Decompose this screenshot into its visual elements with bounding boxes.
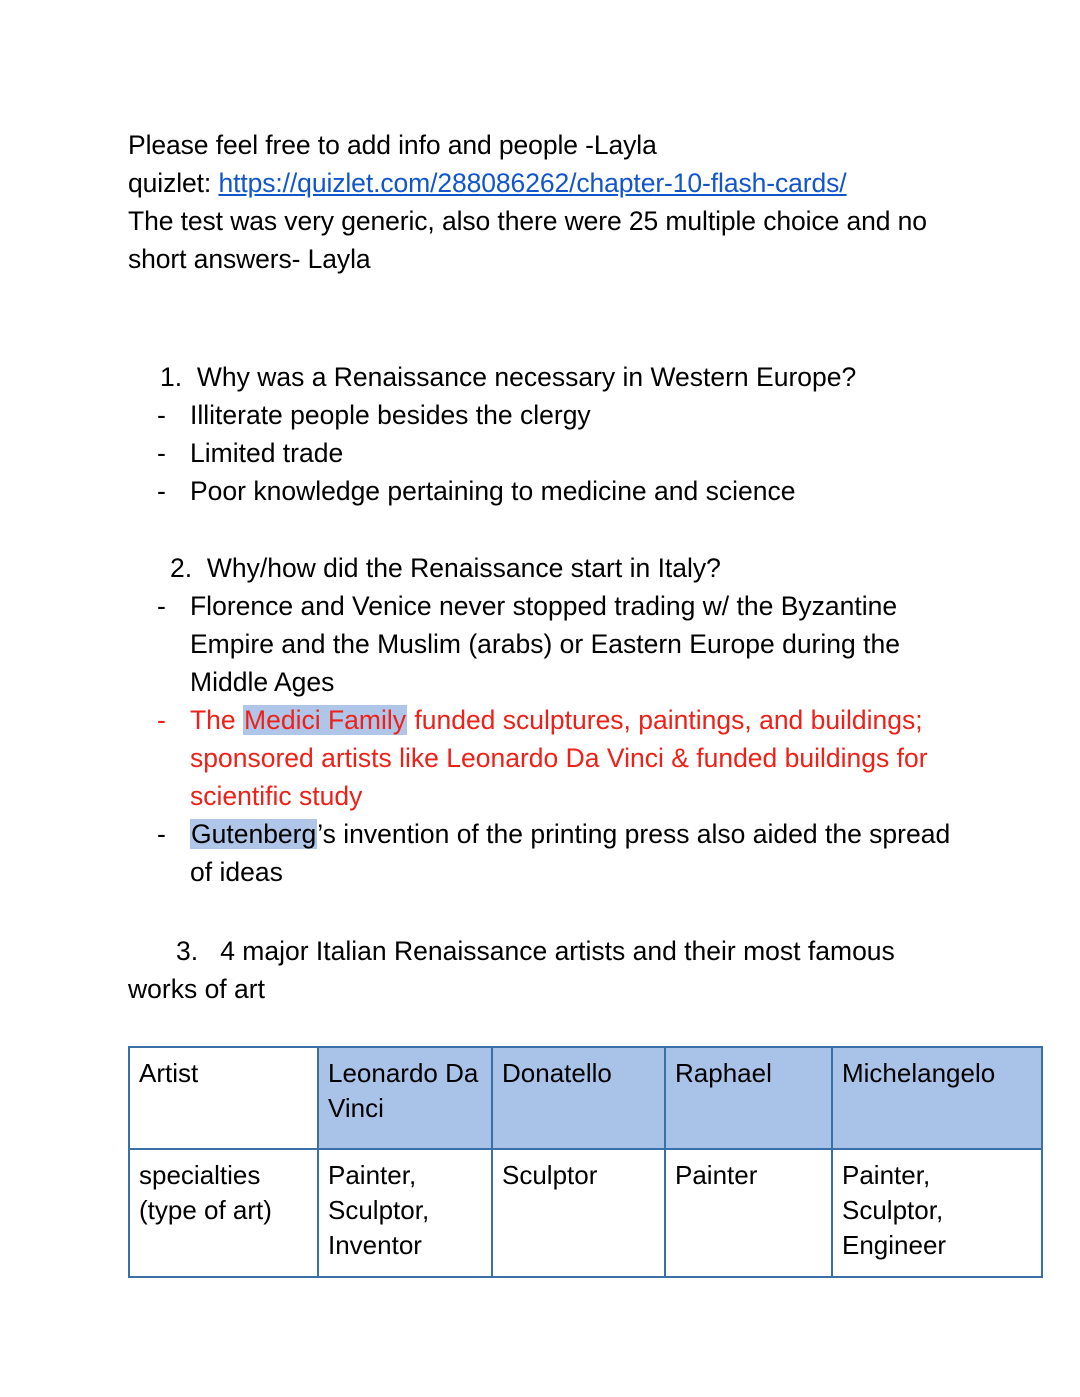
question-1-heading bbox=[128, 358, 968, 396]
table-header-cell-raphael: Raphael bbox=[665, 1047, 832, 1149]
gutenberg-highlight: Gutenberg bbox=[191, 819, 317, 849]
table-row bbox=[129, 1149, 1042, 1277]
q1-bullet-1 bbox=[128, 396, 968, 434]
intro-line-1: Please feel free to add info and people -Layla bbox=[128, 130, 657, 160]
table-header-artist-label: Artist bbox=[129, 1047, 318, 1149]
q2-bullet-2-before: The bbox=[190, 705, 244, 735]
question-group-1 bbox=[128, 358, 968, 510]
dash-marker: - bbox=[157, 591, 166, 621]
table-row-label-specialties: specialties (type of art) bbox=[129, 1149, 318, 1277]
dash-marker: - bbox=[157, 476, 166, 506]
q1-bullet-1-text: Illiterate people besides the clergy bbox=[190, 400, 591, 430]
q1-bullet-2 bbox=[128, 434, 968, 472]
intro-line-3: The test was very generic, also there were 25 multiple choice and no short answers- Layla bbox=[128, 206, 935, 274]
q1-bullet-3 bbox=[128, 472, 968, 510]
medici-family-highlight: Medici Family bbox=[244, 705, 406, 735]
table-cell-michelangelo-specialties: Painter, Sculptor, Engineer bbox=[832, 1149, 1042, 1277]
table-cell-donatello-specialties: Sculptor bbox=[492, 1149, 665, 1277]
question-2-gap bbox=[192, 553, 207, 583]
quizlet-link[interactable]: https://quizlet.com/288086262/chapter-10-flash-cards/ bbox=[218, 168, 847, 198]
dash-marker: - bbox=[157, 438, 166, 468]
q2-bullet-1 bbox=[128, 587, 968, 701]
q2-bullet-2-after: funded sculptures, paintings, and buildings; sponsored artists like Leonardo Da Vinci & funded buildings for scientific study bbox=[190, 705, 928, 811]
artists-table bbox=[128, 1046, 1043, 1278]
dash-marker: - bbox=[157, 819, 166, 849]
q2-bullet-3-after: ’s invention of the printing press also aided the spread of ideas bbox=[190, 819, 951, 887]
dash-marker: - bbox=[157, 705, 166, 735]
question-3-heading bbox=[128, 932, 958, 1008]
question-3-body: 4 major Italian Renaissance artists and their most famous works of art bbox=[128, 936, 895, 1004]
question-3-number: 3. bbox=[176, 936, 199, 966]
q2-bullet-1-text: Florence and Venice never stopped trading w/ the Byzantine Empire and the Muslim (arabs) or Eastern Europe during the Middle Ages bbox=[190, 591, 900, 697]
question-group-3 bbox=[128, 932, 958, 1008]
question-2-heading bbox=[128, 549, 968, 587]
question-2-body: Why/how did the Renaissance start in Italy? bbox=[206, 553, 721, 583]
table-header-cell-leonardo: Leonardo Da Vinci bbox=[318, 1047, 492, 1149]
table-header-cell-donatello: Donatello bbox=[492, 1047, 665, 1149]
question-1-body: Why was a Renaissance necessary in Western Europe? bbox=[196, 362, 857, 392]
table-cell-leonardo-specialties: Painter, Sculptor, Inventor bbox=[318, 1149, 492, 1277]
table-header-row bbox=[129, 1047, 1042, 1149]
intro-block bbox=[128, 126, 958, 278]
q1-bullet-2-text: Limited trade bbox=[190, 438, 344, 468]
dash-marker: - bbox=[157, 400, 166, 430]
quizlet-label: quizlet: bbox=[128, 168, 219, 198]
q2-bullet-2 bbox=[128, 701, 968, 815]
intro-line-2 bbox=[128, 164, 958, 202]
question-2-number: 2. bbox=[170, 553, 193, 583]
q1-bullet-3-text: Poor knowledge pertaining to medicine and science bbox=[190, 476, 796, 506]
question-3-gap bbox=[198, 936, 220, 966]
question-group-2 bbox=[128, 549, 968, 891]
table-header-cell-michelangelo: Michelangelo bbox=[832, 1047, 1042, 1149]
question-1-text bbox=[182, 362, 197, 392]
q2-bullet-3 bbox=[128, 815, 968, 891]
table-cell-raphael-specialties: Painter bbox=[665, 1149, 832, 1277]
question-1-number: 1. bbox=[160, 362, 183, 392]
